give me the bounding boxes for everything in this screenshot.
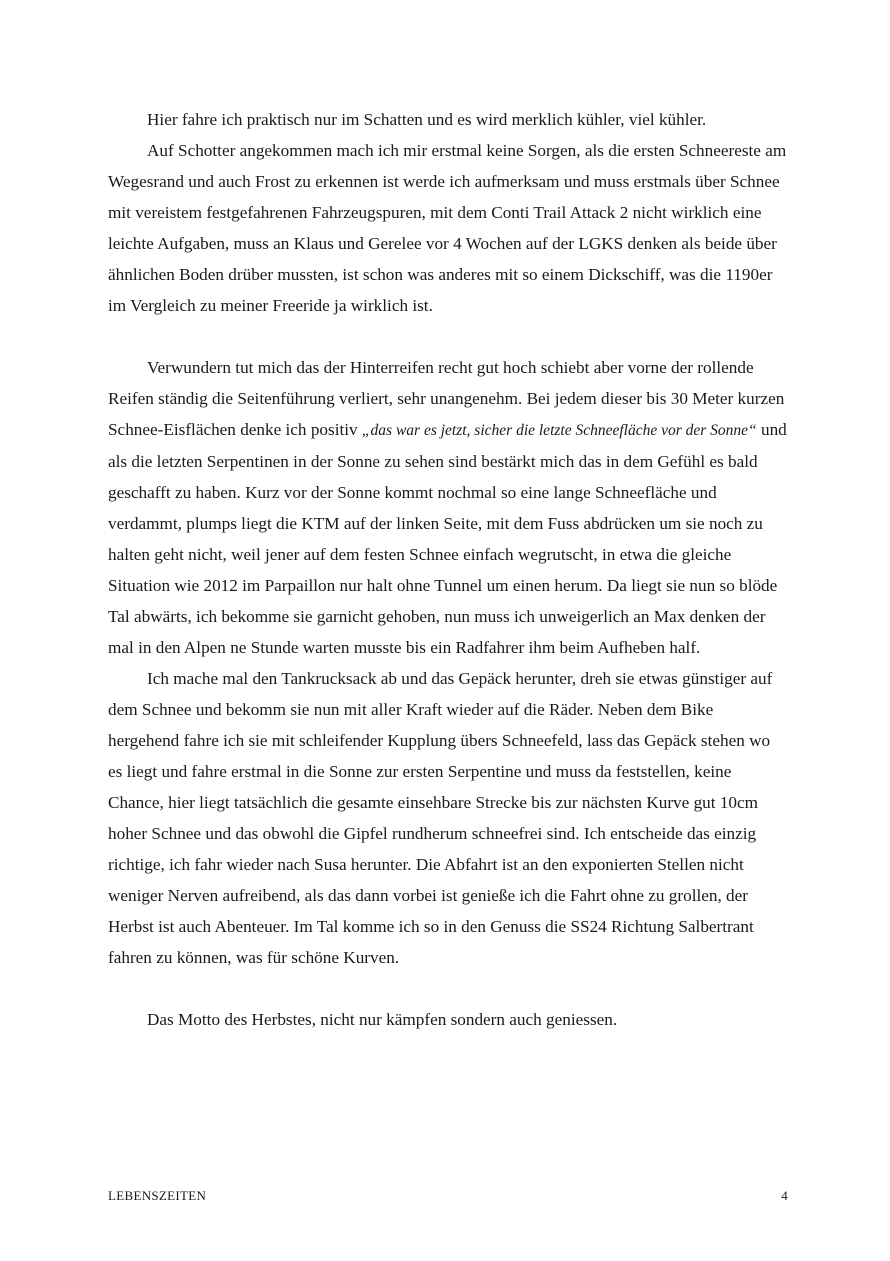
paragraph-tyres-start: Verwundern tut mich das der Hinterreifen recht gut hoch schiebt aber vorne der rollende Reifen ständig die Seitenführung verliert, sehr unangenehm. Bei jedem dieser bis 30 Meter kurzen Schnee-Eisflächen denke ich positiv [108,358,785,439]
footer-title: LEBENSZEITEN [108,1188,207,1203]
paragraph-tyres [108,352,788,663]
paragraph-shadow: Hier fahre ich praktisch nur im Schatten und es wird merklich kühler, viel kühler. [147,110,707,129]
inline-quote: „das war es jetzt, sicher die letzte Schneefläche vor der Sonne“ [361,422,757,439]
paragraph-tyres-end: und als die letzten Serpentinen in der Sonne zu sehen sind bestärkt mich das in dem Gefühl es bald geschafft zu haben. Kurz vor der Sonne kommt nochmal so eine lange Schneefläche und verdammt, plumps liegt die KTM auf der linken Seite, mit dem Fuss abdrücken um sie noch zu halten geht nicht, weil jener auf dem festen Schnee einfach wegrutscht, in etwa die gleiche Situation wie 2012 im Parpaillon nur halt ohne Tunnel um einen herum. Da liegt sie nun so blöde Tal abwärts, ich bekomme sie garnicht gehoben, nun muss ich unweigerlich an Max denken der mal in den Alpen ne Stunde warten musste bis ein Radfahrer ihm beim Aufheben half. [108,420,787,657]
paragraph-gravel: Auf Schotter angekommen mach ich mir erstmal keine Sorgen, als die ersten Schneereste am Wegesrand und auch Frost zu erkennen ist werde ich aufmerksam und muss erstmals über Schnee mit vereistem festgefahrenen Fahrzeugspuren, mit dem Conti Trail Attack 2 nicht wirklich eine leichte Aufgaben, muss an Klaus und Gerelee vor 4 Wochen auf der LGKS denken als beide über ähnlichen Boden drüber mussten, ist schon was anderes mit so einem Dickschiff, was die 1190er im Vergleich zu meiner Freeride ja wirklich ist. [108,141,787,315]
paragraph-motto: Das Motto des Herbstes, nicht nur kämpfen sondern auch geniessen. [147,1010,618,1029]
page-number: 4 [781,1188,788,1203]
paragraph-spacer [108,321,788,352]
body-text [108,104,788,1035]
paragraph-spacer [108,973,788,1004]
paragraph-luggage: Ich mache mal den Tankrucksack ab und das Gepäck herunter, dreh sie etwas günstiger auf dem Schnee und bekomm sie nun mit aller Kraft wieder auf die Räder. Neben dem Bike hergehend fahre ich sie mit schleifender Kupplung übers Schneefeld, lass das Gepäck stehen wo es liegt und fahre erstmal in die Sonne zur ersten Serpentine und muss da feststellen, keine Chance, hier liegt tatsächlich die gesamte einsehbare Strecke bis zur nächsten Kurve gut 10cm hoher Schnee und das obwohl die Gipfel rundherum schneefrei sind. Ich entscheide das einzig richtige, ich fahr wieder nach Susa herunter. Die Abfahrt ist an den exponierten Stellen nicht weniger Nerven aufreibend, als das dann vorbei ist genieße ich die Fahrt ohne zu grollen, der Herbst ist auch Abenteuer. Im Tal komme ich so in den Genuss die SS24 Richtung Salbertrant fahren zu können, was für schöne Kurven. [108,669,773,967]
